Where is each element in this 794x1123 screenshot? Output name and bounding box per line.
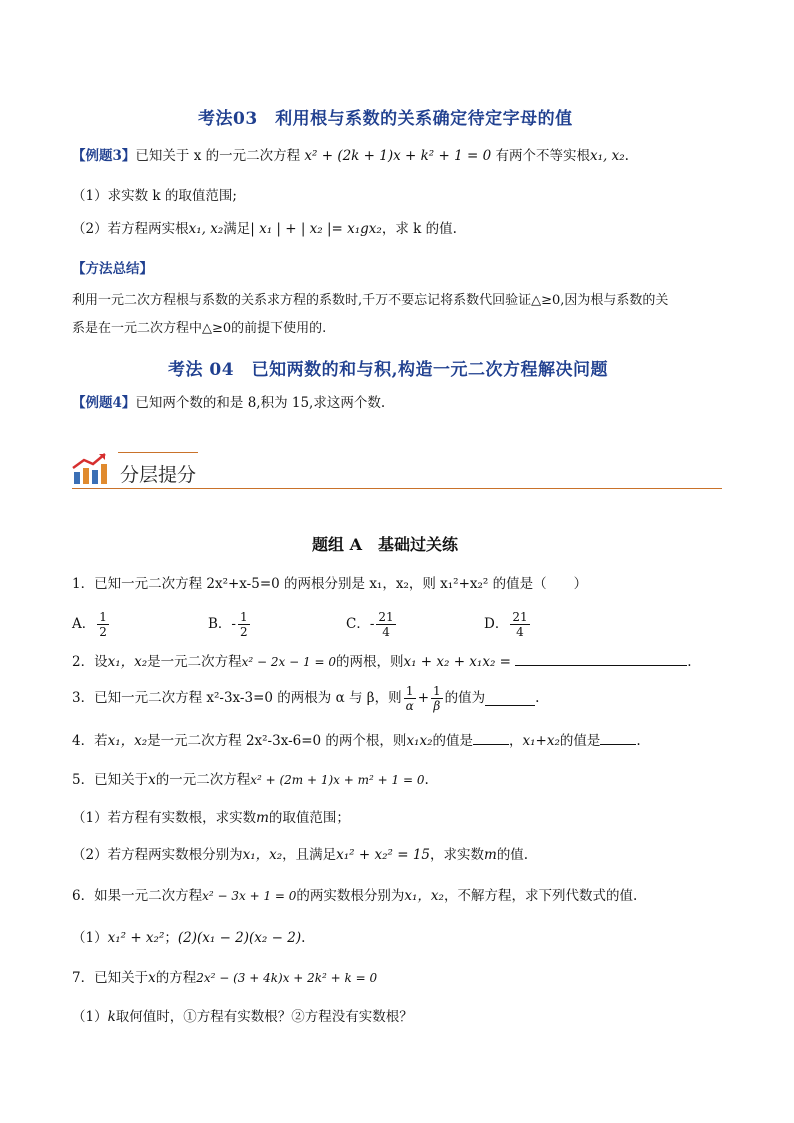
problem-2-equation: x² − 2x − 1 = 0 bbox=[241, 655, 336, 669]
problem-6-text-c: ，不解方程，求下列代数式的值. bbox=[443, 888, 638, 904]
problem-5-q2-text-d: 的值. bbox=[496, 847, 529, 863]
problem-4-comma: ， bbox=[509, 733, 523, 749]
problem-5-q1-m: m bbox=[256, 810, 269, 826]
group-title: 题组 A 基础过关练 bbox=[312, 535, 458, 554]
problem-2 bbox=[72, 651, 692, 672]
problem-6-text-a: 6．如果一元二次方程 bbox=[72, 888, 203, 904]
problem-6-expression-1: x₁² + x₂² bbox=[107, 930, 165, 946]
option-c-label: C．- bbox=[346, 616, 375, 632]
problem-5-equation: x² + (2m + 1)x + m² + 1 = 0 bbox=[250, 773, 425, 787]
example-3-q1: （1）求实数 k 的取值范围; bbox=[72, 188, 237, 204]
problem-3-frac2-num: 1 bbox=[433, 683, 441, 698]
example-3-roots: x₁, x₂ bbox=[589, 148, 625, 164]
problem-4-text-h: 的值是 bbox=[559, 733, 601, 749]
problem-2-text-d: 的两根，则 bbox=[335, 654, 404, 670]
answer-blank[interactable] bbox=[600, 730, 636, 745]
problem-4-text-e: 的值是 bbox=[432, 733, 473, 749]
problem-1-option-c bbox=[346, 606, 398, 642]
problem-6-text-b: 的两实数根分别为 bbox=[296, 888, 405, 904]
example-3-tag: 【例题3】 bbox=[72, 148, 136, 164]
problem-3-frac2-den: β bbox=[433, 698, 441, 713]
problem-3-text-a: 3．已知一元二次方程 x²-3x-3=0 的两根为 α 与 β，则 bbox=[72, 690, 402, 706]
problem-6-equation: x² − 3x + 1 = 0 bbox=[202, 889, 297, 903]
option-a-numerator: 1 bbox=[99, 609, 107, 624]
problem-2-expression: x₁ + x₂ + x₁x₂ = bbox=[403, 654, 511, 670]
problem-7-stem bbox=[72, 968, 377, 988]
problem-4-end: . bbox=[636, 733, 641, 749]
problem-7-q1-k: k bbox=[107, 1009, 116, 1025]
option-b-label: B．- bbox=[208, 616, 236, 632]
example-3-q2 bbox=[72, 219, 457, 239]
problem-4-text-c: 是一元二次方程 2x²-3x-6=0 的两个根，则 bbox=[147, 733, 407, 749]
method-tag-label: 【方法总结】 bbox=[72, 261, 153, 277]
problem-7-q1-text: 取何值时，①方程有实数根？②方程没有实数根？ bbox=[115, 1009, 413, 1025]
example-3-q2-text-b: 满足 bbox=[223, 221, 251, 237]
problem-5-end: . bbox=[424, 772, 429, 788]
problem-5-variable: x bbox=[148, 772, 156, 788]
problem-4-text-a: 4．若 bbox=[72, 733, 108, 749]
example-3-q2-text-c: ，求 k 的值. bbox=[381, 221, 457, 237]
example-3-stem: 【例题3】已知关于 x 的一元二次方程 x² + (2k + 1)x + k² + 1 = 0 有两个不等实根x₁, x₂. bbox=[72, 148, 629, 164]
problem-5-text-b: 的一元二次方程 bbox=[155, 772, 251, 788]
problem-6-roots: x₁，x₂ bbox=[404, 888, 444, 904]
problem-6-q-label: （1） bbox=[72, 930, 108, 946]
banner-top-accent bbox=[118, 452, 198, 453]
example-3-equation: x² + (2k + 1)x + k² + 1 = 0 bbox=[304, 148, 492, 164]
problem-3-frac1-den: α bbox=[405, 698, 414, 713]
problem-4 bbox=[72, 730, 641, 751]
problem-4-product: x₁x₂ bbox=[406, 733, 433, 749]
growth-chart-icon bbox=[72, 452, 110, 486]
answer-blank[interactable] bbox=[485, 691, 535, 706]
answer-blank[interactable] bbox=[473, 730, 509, 745]
example-3-q2-text-a: （2）若方程两实根 bbox=[72, 221, 189, 237]
problem-5-q1 bbox=[72, 808, 350, 828]
problem-3-frac1-num: 1 bbox=[404, 684, 416, 699]
problem-2-text-a: 2．设 bbox=[72, 654, 108, 670]
problem-5-q2 bbox=[72, 845, 528, 865]
problem-3-text-b: 的值为 bbox=[444, 690, 486, 706]
banner-title: 分层提分 bbox=[120, 464, 197, 486]
problem-7-q1-label: （1） bbox=[72, 1009, 108, 1025]
example-3-text-a: 已知关于 x 的一元二次方程 bbox=[135, 148, 301, 164]
problem-6-separator: ； bbox=[164, 930, 178, 946]
option-d-label: D． bbox=[484, 616, 509, 632]
problem-7-q1 bbox=[72, 1007, 413, 1027]
problem-5-q1-text-b: 的取值范围； bbox=[268, 810, 350, 826]
problem-2-end: . bbox=[687, 654, 692, 670]
example-3-q2-roots: x₁, x₂ bbox=[188, 221, 224, 237]
problem-3-plus: + bbox=[417, 690, 429, 706]
problem-5-text-a: 5．已知关于 bbox=[72, 772, 149, 788]
example-4-text: 已知两个数的和是 8,积为 15,求这两个数. bbox=[135, 395, 386, 411]
problem-5-q2-text-b: ，且满足 bbox=[282, 847, 337, 863]
example-3-text-b: 有两个不等实根 bbox=[495, 148, 590, 164]
problem-5-stem bbox=[72, 770, 429, 790]
problem-5-q2-m: m bbox=[484, 847, 497, 863]
option-d-numerator: 21 bbox=[512, 609, 528, 624]
problem-5-q1-text-a: （1）若方程有实数根，求实数 bbox=[72, 810, 257, 826]
example-4-tag: 【例题4】 bbox=[72, 395, 136, 411]
problem-6-stem bbox=[72, 886, 637, 906]
problem-4-roots: x₁，x₂ bbox=[107, 733, 148, 749]
section-title-04: 考法 04 已知两数的和与积,构造一元二次方程解决问题 bbox=[168, 360, 608, 380]
problem-7-text-a: 7．已知关于 bbox=[72, 970, 149, 986]
option-c-denominator: 4 bbox=[382, 624, 390, 639]
method-summary-line-2: 系是在一元二次方程中△≥0的前提下使用的. bbox=[72, 321, 327, 336]
problem-5-q2-roots: x₁，x₂ bbox=[242, 847, 283, 863]
section-title-03: 考法03 利用根与系数的关系确定待定字母的值 bbox=[198, 109, 573, 129]
option-a-label: A． bbox=[72, 616, 96, 632]
option-c-numerator: 21 bbox=[378, 609, 394, 624]
option-b-denominator: 2 bbox=[239, 624, 248, 639]
problem-7-variable: x bbox=[148, 970, 156, 986]
problem-3-end: . bbox=[535, 690, 540, 706]
problem-6-questions bbox=[72, 928, 305, 948]
banner-divider bbox=[72, 488, 722, 489]
problem-1-option-b bbox=[208, 606, 252, 642]
problem-4-sum: x₁+x₂ bbox=[522, 733, 560, 749]
problem-7-equation: 2x² − (3 + 4k)x + 2k² + k = 0 bbox=[196, 971, 378, 985]
problem-5-q2-text-c: ，求实数 bbox=[430, 847, 484, 863]
option-a-denominator: 2 bbox=[99, 624, 107, 639]
problem-5-q2-text-a: （2）若方程两实数根分别为 bbox=[72, 847, 243, 863]
answer-blank[interactable] bbox=[515, 651, 687, 666]
problem-3 bbox=[72, 680, 539, 716]
problem-2-text-c: 是一元二次方程 bbox=[147, 654, 242, 670]
problem-6-expression-2: (2)(x₁ − 2)(x₂ − 2) bbox=[177, 930, 302, 946]
problem-7-text-b: 的方程 bbox=[155, 970, 197, 986]
problem-2-roots: x₁，x₂ bbox=[107, 654, 148, 670]
problem-1-option-d bbox=[484, 606, 532, 642]
method-summary-line-1: 利用一元二次方程根与系数的关系求方程的系数时,千万不要忘记将系数代回验证△≥0,因为根与系数的关 bbox=[72, 293, 669, 308]
problem-1-stem: 1．已知一元二次方程 2x²+x-5=0 的两根分别是 x₁，x₂，则 x₁²+x₂² 的值是（ ） bbox=[72, 576, 588, 592]
method-summary-tag bbox=[72, 259, 153, 279]
example-3-q2-condition: | x₁ | + | x₂ |= x₁gx₂ bbox=[250, 221, 382, 237]
problem-5-q2-condition: x₁² + x₂² = 15 bbox=[336, 847, 430, 863]
example-4 bbox=[72, 393, 385, 413]
option-d-denominator: 4 bbox=[516, 624, 524, 639]
problem-1-option-a bbox=[72, 606, 111, 642]
problem-6-end: . bbox=[301, 930, 306, 946]
option-b-numerator: 1 bbox=[239, 609, 248, 624]
